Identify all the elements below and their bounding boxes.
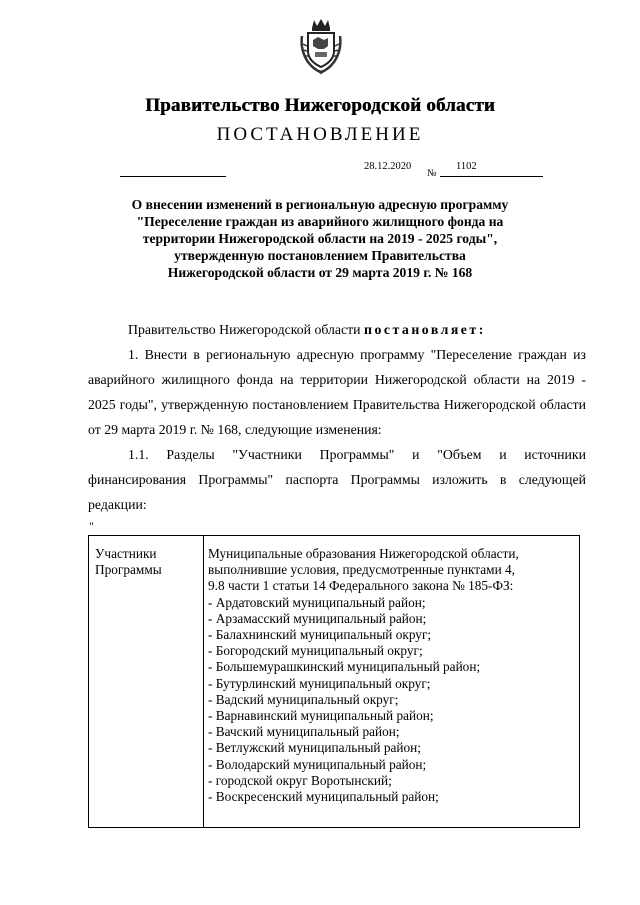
opening-quote: " (89, 519, 94, 533)
participant-line: - Володарский муниципальный район; (208, 756, 427, 772)
subject-line: "Переселение граждан из аварийного жилищного фонда на (136, 214, 504, 229)
table-cell-label: Участники Программы (95, 546, 162, 578)
number-underline (440, 176, 543, 177)
participant-line: - Вадский муниципальный округ; (208, 691, 399, 707)
participant-line: - Ветлужский муниципальный район; (208, 740, 421, 756)
participant-line: - городской округ Воротынский; (208, 772, 392, 788)
participant-line: - Воскресенский муниципальный район; (208, 789, 439, 805)
participant-line: - Бутурлинский муниципальный округ; (208, 675, 431, 691)
subject-line: О внесении изменений в региональную адресную программу (131, 197, 509, 212)
subject-line: территории Нижегородской области на 2019 - 2025 годы", (142, 231, 498, 246)
participant-line: - Варнавинский муниципальный район; (208, 708, 434, 724)
paragraph-1-1: 1.1. Разделы "Участники Программы" и "Объем и источники финансирования Программы" паспорта Программы изложить в следующей редакции: (88, 447, 586, 512)
program-passport-table (88, 535, 580, 828)
decree-word: постановляет: (364, 322, 486, 337)
participant-line: - Балахнинский муниципальный округ; (208, 627, 432, 643)
document-subject (80, 196, 560, 281)
subject-line: утвержденную постановлением Правительства (174, 248, 466, 263)
document-date: 28.12.2020 (364, 161, 412, 172)
document-number: 1102 (456, 161, 477, 172)
table-cell-participants (208, 546, 578, 805)
participant-line: - Большемурашкинский муниципальный район; (208, 659, 481, 675)
document-type: ПОСТАНОВЛЕНИЕ (216, 124, 424, 145)
paragraph-1: 1. Внести в региональную адресную программу "Переселение граждан из аварийного жилищного фонда на территории Нижегородской области на 2019 - 2025 годы", утвержденную постановлением Правительства Нижегородской области от 29 марта 2019 г. № 168, следующие изменения: (88, 347, 586, 437)
document-body (88, 317, 586, 517)
number-sign: № (427, 168, 437, 179)
subject-line: Нижегородской области от 29 марта 2019 г. № 168 (167, 265, 473, 280)
participant-line: - Богородский муниципальный округ; (208, 643, 423, 659)
government-title: Правительство Нижегородской области (145, 95, 495, 116)
coat-of-arms-icon (298, 16, 344, 76)
decree-paragraph (88, 317, 586, 342)
participant-line: - Вачский муниципальный район; (208, 724, 400, 740)
participant-line: 9.8 части 1 статьи 14 Федерального закона № 185-ФЗ: (208, 578, 514, 594)
participant-line: - Арзамасский муниципальный район; (208, 610, 427, 626)
participant-line: выполнившие условия, предусмотренные пунктами 4, (208, 562, 515, 578)
participant-line: - Ардатовский муниципальный район; (208, 594, 426, 610)
table-column-divider (203, 536, 204, 827)
blank-line-left (120, 176, 226, 177)
participant-line: Муниципальные образования Нижегородской области, (208, 546, 519, 561)
decree-intro: Правительство Нижегородской области (128, 322, 365, 337)
